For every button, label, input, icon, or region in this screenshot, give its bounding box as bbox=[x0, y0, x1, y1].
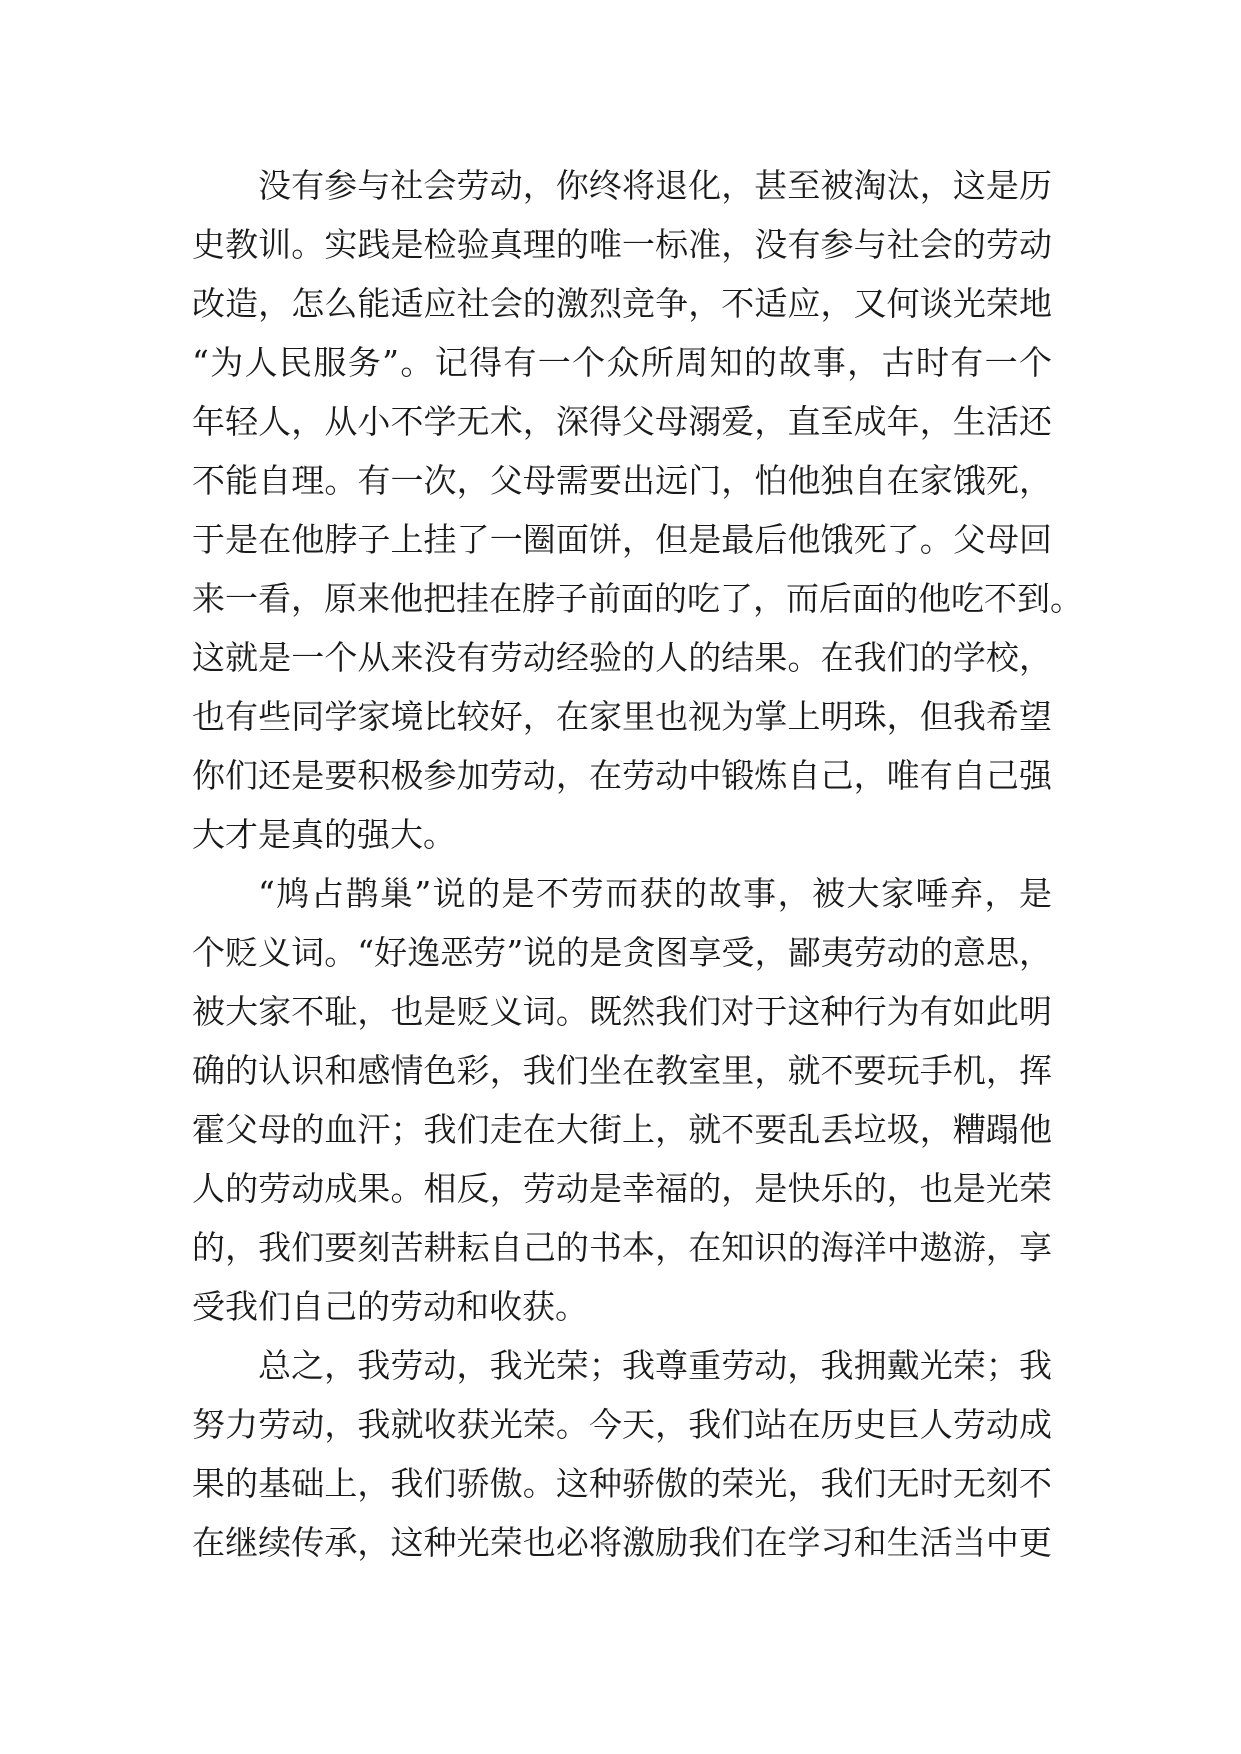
paragraph-line: 努力劳动，我就收获光荣。今天，我们站在历史巨人劳动成 bbox=[192, 1405, 1052, 1444]
paragraph-line: 霍父母的血汗；我们走在大街上，就不要乱丢垃圾，糟蹋他 bbox=[192, 1110, 1052, 1149]
paragraph-line: 的，我们要刻苦耕耘自己的书本，在知识的海洋中遨游，享 bbox=[192, 1228, 1052, 1267]
paragraph-3 bbox=[192, 1336, 1052, 1572]
paragraph-line: 也有些同学家境比较好，在家里也视为掌上明珠，但我希望 bbox=[192, 697, 1052, 736]
paragraph-line: 果的基础上，我们骄傲。这种骄傲的荣光，我们无时无刻不 bbox=[192, 1464, 1052, 1503]
document-body bbox=[192, 156, 1083, 1572]
paragraph-line: 在继续传承，这种光荣也必将激励我们在学习和生活当中更 bbox=[192, 1523, 1052, 1562]
paragraph-line: 你们还是要积极参加劳动，在劳动中锻炼自己，唯有自己强 bbox=[192, 756, 1052, 795]
paragraph-line: 被大家不耻，也是贬义词。既然我们对于这种行为有如此明 bbox=[192, 992, 1052, 1031]
paragraph-line: 大才是真的强大。 bbox=[192, 815, 456, 854]
paragraph-line: 于是在他脖子上挂了一圈面饼，但是最后他饿死了。父母回 bbox=[192, 520, 1052, 559]
paragraph-line: “为人民服务”。记得有一个众所周知的故事，古时有一个 bbox=[192, 343, 1052, 382]
paragraph-line: 年轻人，从小不学无术，深得父母溺爱，直至成年，生活还 bbox=[192, 402, 1052, 441]
paragraph-line: “鸠占鹊巢”说的是不劳而获的故事，被大家唾弃，是 bbox=[258, 874, 1052, 913]
paragraph-line: 改造，怎么能适应社会的激烈竞争，不适应，又何谈光荣地 bbox=[192, 284, 1052, 323]
paragraph-line: 总之，我劳动，我光荣；我尊重劳动，我拥戴光荣；我 bbox=[258, 1346, 1052, 1385]
paragraph-line: 来一看，原来他把挂在脖子前面的吃了，而后面的他吃不到。 bbox=[192, 579, 1083, 618]
paragraph-line: 个贬义词。“好逸恶劳”说的是贪图享受，鄙夷劳动的意思， bbox=[192, 933, 1052, 972]
paragraph-line: 史教训。实践是检验真理的唯一标准，没有参与社会的劳动 bbox=[192, 225, 1052, 264]
paragraph-line: 不能自理。有一次，父母需要出远门，怕他独自在家饿死， bbox=[192, 461, 1052, 500]
paragraph-line: 确的认识和感情色彩，我们坐在教室里，就不要玩手机，挥 bbox=[192, 1051, 1052, 1090]
paragraph-line: 没有参与社会劳动，你终将退化，甚至被淘汰，这是历 bbox=[258, 166, 1052, 205]
paragraph-line: 这就是一个从来没有劳动经验的人的结果。在我们的学校， bbox=[192, 638, 1052, 677]
paragraph-2 bbox=[192, 864, 1052, 1336]
paragraph-line: 人的劳动成果。相反，劳动是幸福的，是快乐的，也是光荣 bbox=[192, 1169, 1052, 1208]
paragraph-1 bbox=[192, 156, 1083, 864]
paragraph-line: 受我们自己的劳动和收获。 bbox=[192, 1287, 588, 1326]
